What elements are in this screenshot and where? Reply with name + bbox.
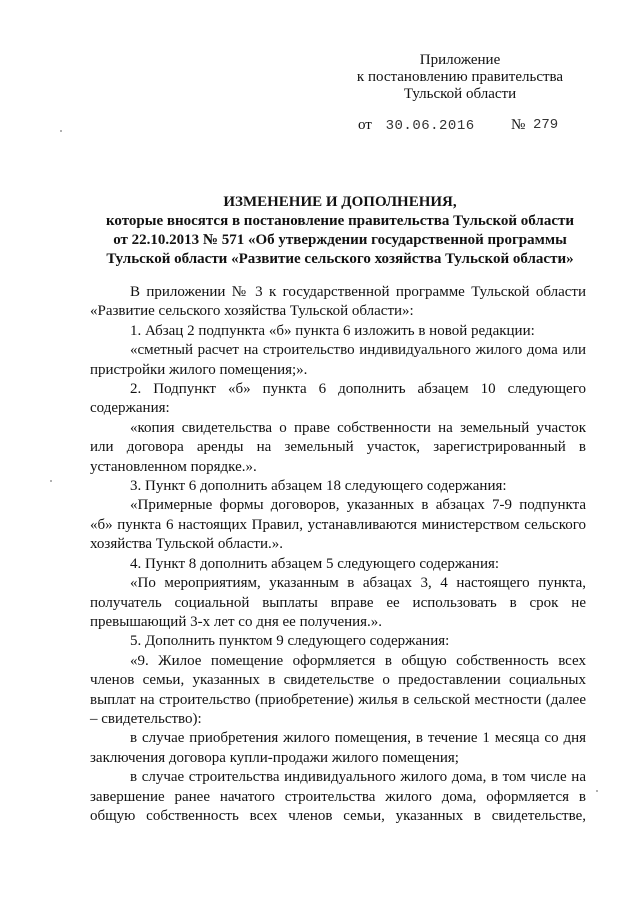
document-reference (358, 117, 559, 134)
from-label: от (358, 117, 372, 133)
paragraph: в случае строительства индивидуального жилого дома, в том числе на завершение ранее начатого строительства жилого дома, оформляется в общую собственность всех членов семьи, указанных в свидетельстве, (90, 769, 586, 824)
title-line-2: которые вносятся в постановление правительства Тульской области (105, 213, 575, 229)
document-number: 279 (533, 117, 559, 133)
paragraph: 3. Пункт 6 дополнить абзацем 18 следующего содержания: (130, 478, 507, 495)
appendix-line-2: к постановлению правительства (356, 69, 564, 85)
paragraph: 4. Пункт 8 дополнить абзацем 5 следующего содержания: (130, 555, 500, 572)
appendix-line-1: Приложение (419, 52, 501, 68)
number-label: № (511, 117, 526, 133)
title-line-3: от 22.10.2013 № 571 «Об утверждении государственной программы (113, 232, 567, 248)
document-date: 30.06.2016 (385, 118, 475, 134)
document-title (80, 193, 600, 269)
paragraph: 1. Абзац 2 подпункта «б» пункта 6 изложить в новой редакции: (130, 322, 535, 339)
appendix-header (330, 52, 590, 103)
document-body (90, 283, 586, 826)
scan-speck (50, 480, 52, 482)
paragraph: 2. Подпункт «б» пункта 6 дополнить абзацем 10 следующего содержания: (90, 381, 586, 417)
scan-speck (596, 790, 598, 792)
paragraph: «Примерные формы договоров, указанных в абзацах 7-9 подпункта «б» пункта 6 настоящих Правил, устанавливаются министерством сельского хозяйства Тульской области.». (90, 497, 586, 553)
paragraph: В приложении № 3 к государственной программе Тульской области «Развитие сельского хозяйства Тульской области»: (90, 284, 586, 320)
paragraph: «9. Жилое помещение оформляется в общую собственность всех членов семьи, указанных в свидетельстве о предоставлении социальных выплат на строительство (приобретение) жилья в сельской местности (далее – свидетельство): (90, 652, 586, 727)
scan-speck (60, 130, 62, 132)
title-line-4: Тульской области «Развитие сельского хозяйства Тульской области» (106, 251, 574, 267)
paragraph: 5. Дополнить пунктом 9 следующего содержания: (130, 633, 450, 650)
title-line-1: ИЗМЕНЕНИЕ И ДОПОЛНЕНИЯ, (223, 194, 457, 210)
paragraph: «копия свидетельства о праве собственности на земельный участок или договора аренды на земельный участок, зарегистрированный в установленном порядке.». (90, 419, 586, 475)
paragraph: «сметный расчет на строительство индивидуального жилого дома или пристройки жилого помещения;». (90, 342, 586, 378)
paragraph: в случае приобретения жилого помещения, в течение 1 месяца со дня заключения договора купли-продажи жилого помещения; (90, 730, 586, 766)
paragraph: «По мероприятиям, указанным в абзацах 3, 4 настоящего пункта, получатель социальной выплаты вправе ее использовать в срок не превышающий 3-х лет со дня ее получения.». (90, 575, 586, 630)
appendix-line-3: Тульской области (403, 86, 517, 102)
